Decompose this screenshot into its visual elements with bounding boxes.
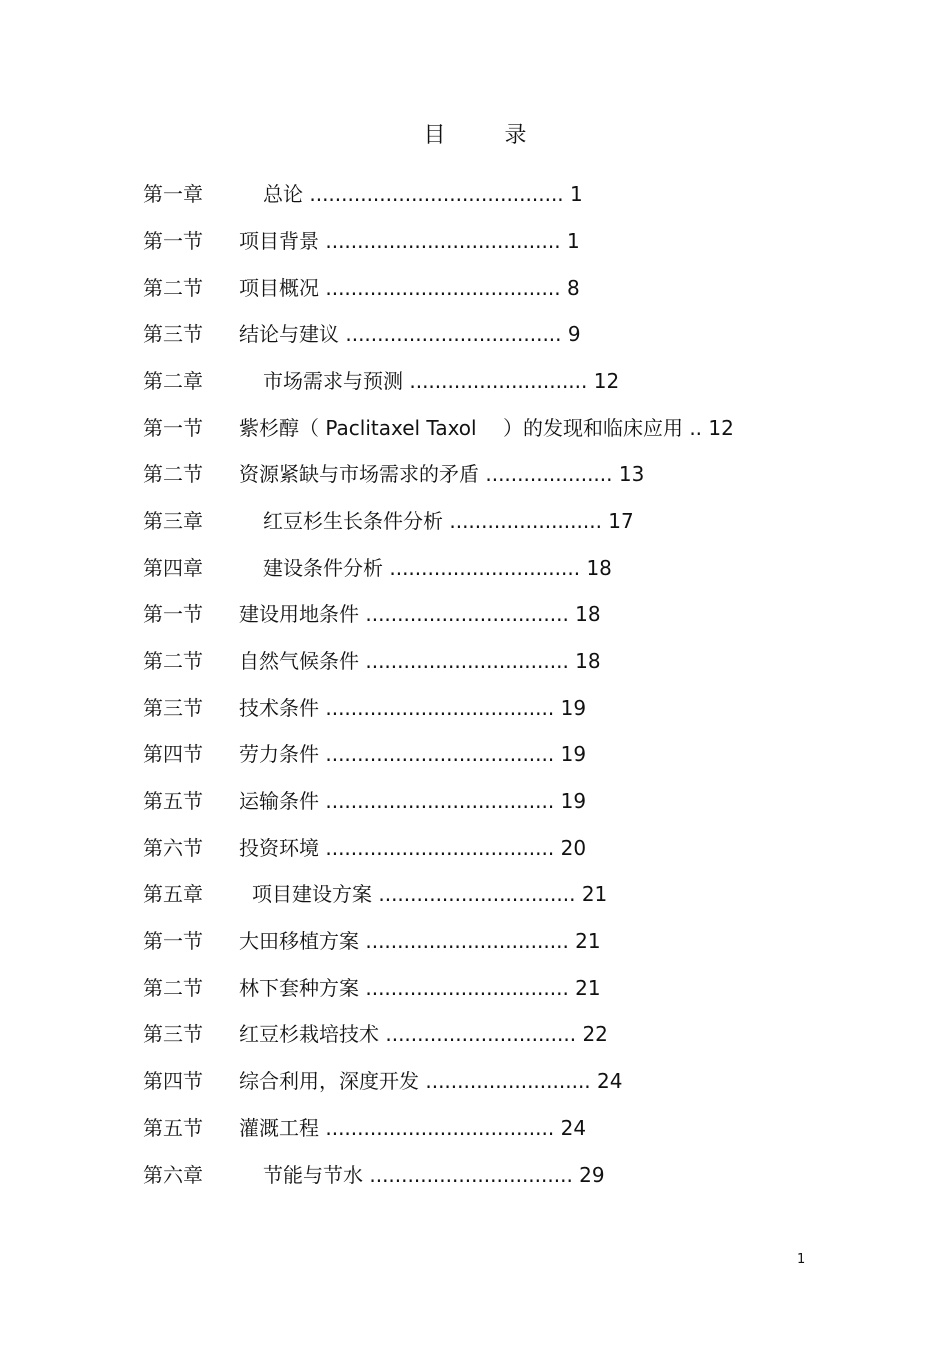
toc-entry-dots: ................................ bbox=[369, 1163, 573, 1187]
toc-entry-title: 劳力条件 bbox=[239, 742, 319, 766]
page-number: 1 bbox=[797, 1252, 806, 1267]
toc-entry-page: 19 bbox=[560, 789, 587, 813]
toc-entry-title: 红豆杉生长条件分析 bbox=[263, 509, 443, 533]
toc-entry-label: 第二节 bbox=[143, 462, 203, 486]
toc-entry-title: 项目背景 bbox=[239, 229, 319, 253]
toc-entry-dots: .......................... bbox=[425, 1069, 591, 1093]
toc-entry-title: 林下套种方案 bbox=[239, 976, 359, 1000]
toc-entry-label: 第二节 bbox=[143, 976, 203, 1000]
toc-entry-title: 大田移植方案 bbox=[239, 929, 359, 953]
toc-entry-title: 综合利用，深度开发 bbox=[239, 1069, 419, 1093]
toc-entry-page: 12 bbox=[708, 416, 734, 440]
toc-entry-title: 结论与建议 bbox=[239, 322, 339, 346]
toc-entry-label: 第六节 bbox=[143, 836, 203, 860]
toc-entry-label: 第五节 bbox=[143, 789, 203, 813]
toc-entry-dots: ........................................ bbox=[309, 182, 564, 206]
toc-entry-page: 18 bbox=[575, 602, 601, 626]
toc-entry-dots: ................................ bbox=[365, 929, 569, 953]
toc-entry-label: 第一章 bbox=[143, 182, 203, 206]
toc-entry-dots: ............................ bbox=[409, 369, 588, 393]
toc-entry-title: 运输条件 bbox=[239, 789, 319, 813]
toc-entry-page: 9 bbox=[567, 322, 581, 346]
toc-entry-page: 13 bbox=[618, 462, 645, 486]
toc-entry-page: 21 bbox=[581, 882, 608, 906]
toc-entry-dots: ................................ bbox=[365, 649, 569, 673]
toc-title: 目 录 bbox=[423, 123, 553, 148]
toc-entry-label: 第三章 bbox=[143, 509, 203, 533]
toc-entry-dots: .................................... bbox=[325, 836, 555, 860]
toc-entry-page: 19 bbox=[560, 742, 587, 766]
toc-entry-label: 第一节 bbox=[143, 602, 203, 626]
toc-entry-label: 第三节 bbox=[143, 1022, 203, 1046]
toc-entry-label: 第四节 bbox=[143, 1069, 203, 1093]
toc-entry-dots: .................................. bbox=[345, 322, 562, 346]
toc-entry-dots: .................................... bbox=[325, 1116, 555, 1140]
toc-entry-dots: ..................................... bbox=[325, 276, 561, 300]
toc-entry-title: 总论 bbox=[263, 182, 303, 206]
toc-entry-page: 18 bbox=[586, 556, 612, 580]
toc-entry-page: 24 bbox=[560, 1116, 587, 1140]
toc-entry-dots: ................................ bbox=[365, 602, 569, 626]
toc-entry-dots: .................................... bbox=[325, 742, 555, 766]
toc-entry-label: 第二章 bbox=[143, 369, 203, 393]
toc-entry-page: 12 bbox=[593, 369, 620, 393]
toc-entry-label: 第五节 bbox=[143, 1116, 203, 1140]
toc-entry-title: 市场需求与预测 bbox=[263, 369, 403, 393]
toc-entry-dots: ................................ bbox=[365, 976, 569, 1000]
toc-entry-dots: .................................... bbox=[325, 696, 555, 720]
toc-entry-label: 第三节 bbox=[143, 322, 203, 346]
toc-entry-title: 灌溉工程 bbox=[239, 1116, 319, 1140]
toc-entry-title: 红豆杉栽培技术 bbox=[239, 1022, 379, 1046]
toc-entry-page: 18 bbox=[575, 649, 601, 673]
toc-entry-page: 17 bbox=[608, 509, 634, 533]
toc-entry-dots: ........................ bbox=[449, 509, 602, 533]
toc-entry-label: 第六章 bbox=[143, 1163, 203, 1187]
toc-entry-label: 第二节 bbox=[143, 649, 203, 673]
toc-entry-page: 20 bbox=[560, 836, 587, 860]
toc-entry-title: 节能与节水 bbox=[263, 1163, 363, 1187]
toc-entry-label: 第一节 bbox=[143, 929, 203, 953]
toc-entry-label: 第一节 bbox=[143, 229, 203, 253]
toc-entry-dots: .............................. bbox=[389, 556, 581, 580]
toc-entry-label: 第四章 bbox=[143, 556, 203, 580]
toc-entry-page: 22 bbox=[582, 1022, 608, 1046]
toc-entry-title: 资源紧缺与市场需求的矛盾 bbox=[239, 462, 479, 486]
toc-entry-page: 1 bbox=[570, 182, 583, 206]
toc-entry-page: 21 bbox=[575, 976, 601, 1000]
toc-entry-title: 建设条件分析 bbox=[263, 556, 383, 580]
toc-entry-dots: ..................................... bbox=[325, 229, 561, 253]
toc-entry-page: 21 bbox=[575, 929, 601, 953]
toc-entry-label: 第三节 bbox=[143, 696, 203, 720]
toc-entry-label: 第一节 bbox=[143, 416, 203, 440]
toc-entry-title: 技术条件 bbox=[239, 696, 319, 720]
toc-entry-title: 建设用地条件 bbox=[239, 602, 359, 626]
toc-entry-page: 24 bbox=[597, 1069, 623, 1093]
toc-entry-label: 第二节 bbox=[143, 276, 203, 300]
toc-entry-page: 1 bbox=[566, 229, 580, 253]
toc-entry-title: 项目概况 bbox=[239, 276, 319, 300]
toc-entry-title: 项目建设方案 bbox=[252, 882, 372, 906]
toc-entry-dots: ............................... bbox=[378, 882, 576, 906]
toc-entry-title: 自然气候条件 bbox=[239, 649, 359, 673]
toc-entry-title: 投资环境 bbox=[239, 836, 319, 860]
toc-entry-label: 第四节 bbox=[143, 742, 203, 766]
toc-entry-dots: .............................. bbox=[385, 1022, 577, 1046]
toc-entry-title: 紫杉醇（ Paclitaxel Taxol ）的发现和临床应用 bbox=[239, 416, 683, 440]
toc-entry-page: 19 bbox=[560, 696, 587, 720]
toc-entry-dots: .................................... bbox=[325, 789, 555, 813]
toc-entry-dots: .. bbox=[689, 416, 703, 440]
toc-entry-page: 8 bbox=[566, 276, 580, 300]
toc-entry-page: 29 bbox=[579, 1163, 605, 1187]
toc-entry-label: 第五章 bbox=[143, 882, 203, 906]
toc-entry-dots: .................... bbox=[485, 462, 613, 486]
